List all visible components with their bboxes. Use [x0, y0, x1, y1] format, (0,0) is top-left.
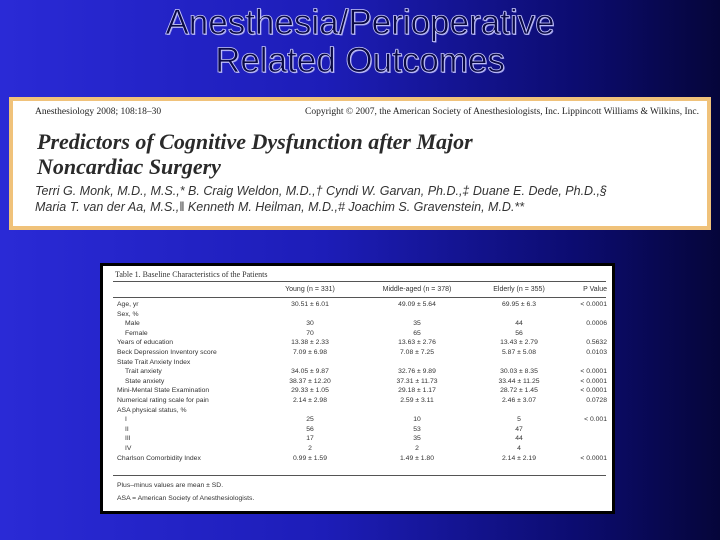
cell-young: 30 — [306, 320, 314, 328]
row-label: Male — [125, 320, 140, 328]
cell-young: 13.38 ± 2.33 — [291, 339, 329, 347]
table-top-rule — [113, 281, 606, 282]
table-row — [117, 359, 607, 368]
cell-elderly: 5 — [517, 416, 521, 424]
slide-title — [0, 4, 720, 80]
cell-elderly: 56 — [515, 329, 523, 337]
cell-p-value: 0.0728 — [586, 397, 607, 404]
paper-title-line-2: Noncardiac Surgery — [37, 154, 221, 179]
slide-title-line-2: Related Outcomes — [215, 41, 505, 80]
paper-title-line-1: Predictors of Cognitive Dysfunction after Major — [37, 129, 473, 154]
cell-middle-aged: 32.76 ± 9.89 — [398, 368, 436, 376]
row-label: Sex, % — [117, 310, 139, 318]
cell-elderly: 47 — [515, 425, 523, 433]
copyright-notice: Copyright © 2007, the American Society of Anesthesiologists, Inc. Lippincott Williams & Wilkins, Inc. — [305, 107, 699, 117]
table-footnote-1: Plus–minus values are mean ± SD. — [117, 482, 224, 489]
cell-young: 38.37 ± 12.20 — [289, 377, 331, 385]
row-label: III — [125, 435, 131, 443]
cell-young: 29.33 ± 1.05 — [291, 387, 329, 395]
cell-middle-aged: 53 — [413, 425, 421, 433]
table-caption: Table 1. Baseline Characteristics of the Patients — [115, 270, 268, 279]
row-label: Years of education — [117, 339, 174, 347]
table-row — [117, 455, 607, 464]
cell-young: 17 — [306, 435, 314, 443]
table-row — [117, 445, 607, 454]
cell-young: 70 — [306, 329, 314, 337]
baseline-table-image — [100, 263, 615, 514]
paper-title — [37, 129, 697, 179]
cell-young: 56 — [306, 425, 314, 433]
cell-middle-aged: 7.08 ± 7.25 — [400, 349, 434, 356]
cell-p-value: 0.0103 — [586, 349, 607, 356]
table-row — [117, 435, 607, 444]
col-header-p-value: P Value — [583, 286, 607, 293]
cell-young: 25 — [306, 416, 314, 424]
cell-young: 34.05 ± 9.87 — [291, 368, 329, 376]
row-label: State Trait Anxiety Index — [117, 358, 191, 366]
cell-elderly: 30.03 ± 8.35 — [500, 368, 538, 376]
table-row — [117, 339, 607, 348]
row-label: IV — [125, 445, 132, 452]
row-label: Trait anxiety — [125, 368, 162, 376]
cell-elderly: 44 — [515, 435, 523, 443]
cell-elderly: 28.72 ± 1.45 — [500, 387, 538, 395]
cell-elderly: 33.44 ± 11.25 — [498, 377, 540, 385]
cell-middle-aged: 49.09 ± 5.64 — [398, 301, 436, 308]
cell-elderly: 2.46 ± 3.07 — [502, 397, 536, 404]
table-row — [117, 426, 607, 435]
cell-elderly: 5.87 ± 5.08 — [502, 349, 536, 356]
row-label: Mini-Mental State Examination — [117, 387, 210, 395]
cell-p-value: 0.0006 — [586, 320, 607, 328]
cell-middle-aged: 29.18 ± 1.17 — [398, 387, 436, 395]
row-label: Numerical rating scale for pain — [117, 397, 209, 404]
cell-elderly: 2.14 ± 2.19 — [502, 454, 536, 462]
table-header-rule — [113, 297, 606, 298]
cell-young: 2 — [308, 445, 312, 452]
table-row — [117, 330, 607, 339]
cell-middle-aged: 37.31 ± 11.73 — [396, 377, 438, 385]
row-label: Age, yr — [117, 301, 139, 308]
cell-middle-aged: 10 — [413, 416, 421, 424]
cell-middle-aged: 2.59 ± 3.11 — [400, 397, 434, 404]
cell-young: 0.99 ± 1.59 — [293, 454, 327, 462]
authors-line-1: Terri G. Monk, M.D., M.S.,* B. Craig Weldon, M.D.,† Cyndi W. Garvan, Ph.D.,‡ Duane E. Dede, Ph.D.,§ — [35, 184, 607, 198]
col-header-middle-aged: Middle-aged (n = 378) — [382, 286, 452, 293]
cell-p-value: < 0.0001 — [580, 368, 607, 376]
col-header-young: Young (n = 331) — [285, 286, 335, 293]
table-row — [117, 349, 607, 358]
table-row — [117, 311, 607, 320]
cell-middle-aged: 35 — [413, 435, 421, 443]
row-label: II — [125, 425, 129, 433]
cell-young: 2.14 ± 2.98 — [293, 397, 327, 404]
cell-middle-aged: 2 — [415, 445, 419, 452]
cell-elderly: 4 — [517, 445, 521, 452]
cell-p-value: 0.5632 — [586, 339, 607, 347]
table-row — [117, 368, 607, 377]
table-row — [117, 320, 607, 329]
table-row — [117, 397, 607, 406]
journal-citation: Anesthesiology 2008; 108:18–30 — [35, 107, 162, 117]
table-bottom-rule — [113, 475, 606, 476]
cell-middle-aged: 65 — [413, 329, 421, 337]
cell-young: 7.09 ± 6.98 — [293, 349, 327, 356]
paper-authors — [35, 183, 705, 215]
row-label: ASA physical status, % — [117, 406, 187, 414]
col-header-elderly: Elderly (n = 355) — [493, 286, 545, 293]
row-label: I — [125, 416, 127, 424]
table-footnote-2: ASA = American Society of Anesthesiologists. — [117, 495, 255, 502]
row-label: Beck Depression Inventory score — [117, 349, 217, 356]
cell-middle-aged: 1.49 ± 1.80 — [400, 454, 434, 462]
slide-title-line-1: Anesthesia/Perioperative — [165, 3, 555, 42]
table-row — [117, 387, 607, 396]
row-label: State anxiety — [125, 377, 165, 385]
cell-middle-aged: 35 — [413, 320, 421, 328]
row-label: Female — [125, 329, 148, 337]
authors-line-2: Maria T. van der Aa, M.S.,‖ Kenneth M. Heilman, M.D.,# Joachim S. Gravenstein, M.D.** — [35, 200, 525, 214]
cell-p-value: < 0.0001 — [580, 301, 607, 308]
cell-elderly: 13.43 ± 2.79 — [500, 339, 538, 347]
cell-p-value: < 0.0001 — [580, 454, 607, 462]
table-row — [117, 407, 607, 416]
cell-p-value: < 0.0001 — [580, 387, 607, 395]
table-row — [117, 378, 607, 387]
row-label: Charlson Comorbidity Index — [117, 454, 201, 462]
cell-p-value: < 0.0001 — [580, 377, 607, 385]
paper-header-image — [9, 97, 711, 230]
cell-young: 30.51 ± 6.01 — [291, 301, 329, 308]
table-row — [117, 301, 607, 310]
cell-elderly: 69.95 ± 6.3 — [502, 301, 536, 308]
cell-p-value: < 0.001 — [584, 416, 607, 424]
cell-elderly: 44 — [515, 320, 523, 328]
cell-middle-aged: 13.63 ± 2.76 — [398, 339, 436, 347]
table-row — [117, 416, 607, 425]
